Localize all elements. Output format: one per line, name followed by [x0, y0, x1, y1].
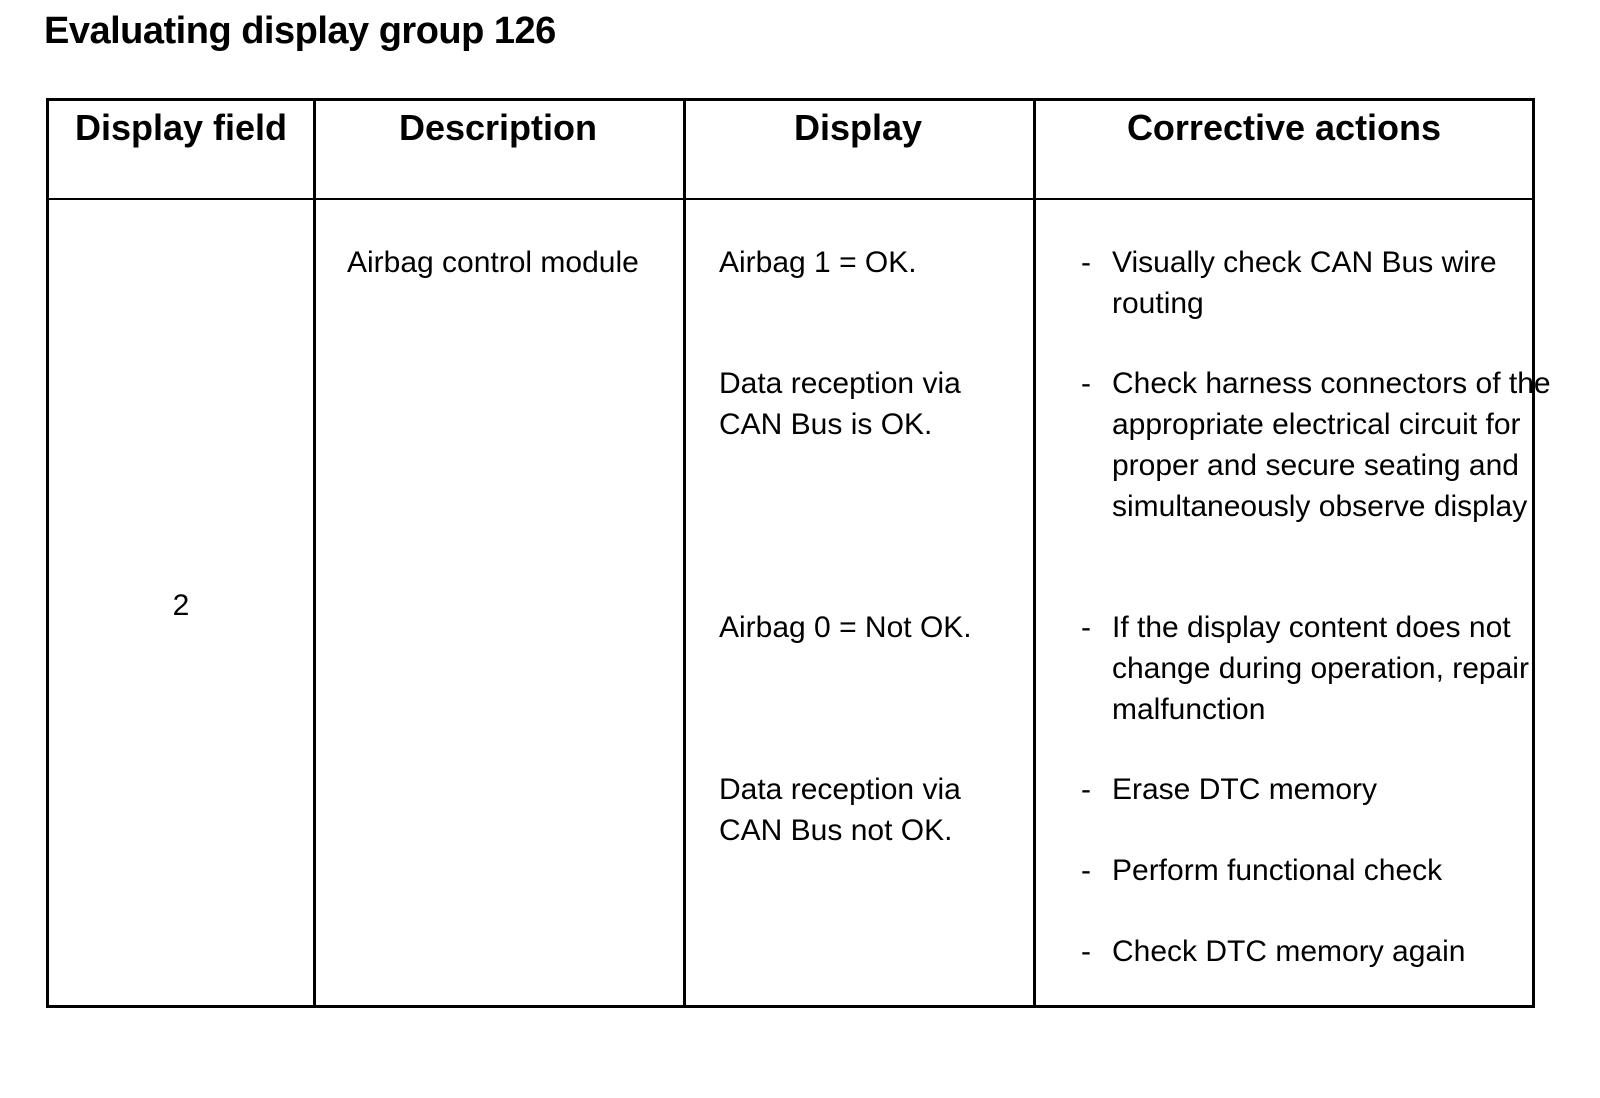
bullet-dash: -: [1081, 611, 1091, 644]
display-data-reception-not-ok-line2: CAN Bus not OK.: [719, 814, 953, 847]
display-field-value: 2: [172, 589, 190, 622]
description-text: Airbag control module: [347, 246, 639, 279]
header-corrective-actions: Corrective actions: [1126, 107, 1442, 148]
display-data-reception-ok-line1: Data reception via: [719, 367, 961, 400]
display-group-table: [46, 98, 1551, 1008]
display-airbag-ok: Airbag 1 = OK.: [719, 246, 917, 279]
bullet-dash: -: [1081, 246, 1091, 279]
bullet-dash: -: [1081, 773, 1091, 806]
corrective-action-text: If the display content does not change during operation, repair malfunction: [1112, 611, 1529, 726]
display-airbag-not-ok: Airbag 0 = Not OK.: [719, 611, 972, 644]
header-display-field: Display field: [74, 107, 288, 148]
bullet-dash: -: [1081, 935, 1091, 968]
corrective-action-text: Perform functional check: [1112, 854, 1443, 887]
corrective-action-text: Erase DTC memory: [1112, 773, 1378, 806]
header-divider: [49, 198, 1532, 200]
display-data-reception-ok-line2: CAN Bus is OK.: [719, 408, 933, 441]
bullet-dash: -: [1081, 854, 1091, 887]
header-description: Description: [398, 107, 598, 148]
corrective-action-text: Visually check CAN Bus wire routing: [1112, 246, 1497, 320]
header-display: Display: [793, 107, 923, 148]
corrective-action-text: Check harness connectors of the appropriate electrical circuit for proper and secure seating and simultaneously observe display: [1112, 367, 1551, 523]
bullet-dash: -: [1081, 367, 1091, 400]
page-title: Evaluating display group 126: [44, 10, 556, 52]
corrective-action-text: Check DTC memory again: [1112, 935, 1466, 968]
column-divider-2: [683, 101, 686, 1005]
column-divider-3: [1033, 101, 1036, 1005]
column-divider-1: [313, 101, 316, 1005]
display-data-reception-not-ok-line1: Data reception via: [719, 773, 961, 806]
